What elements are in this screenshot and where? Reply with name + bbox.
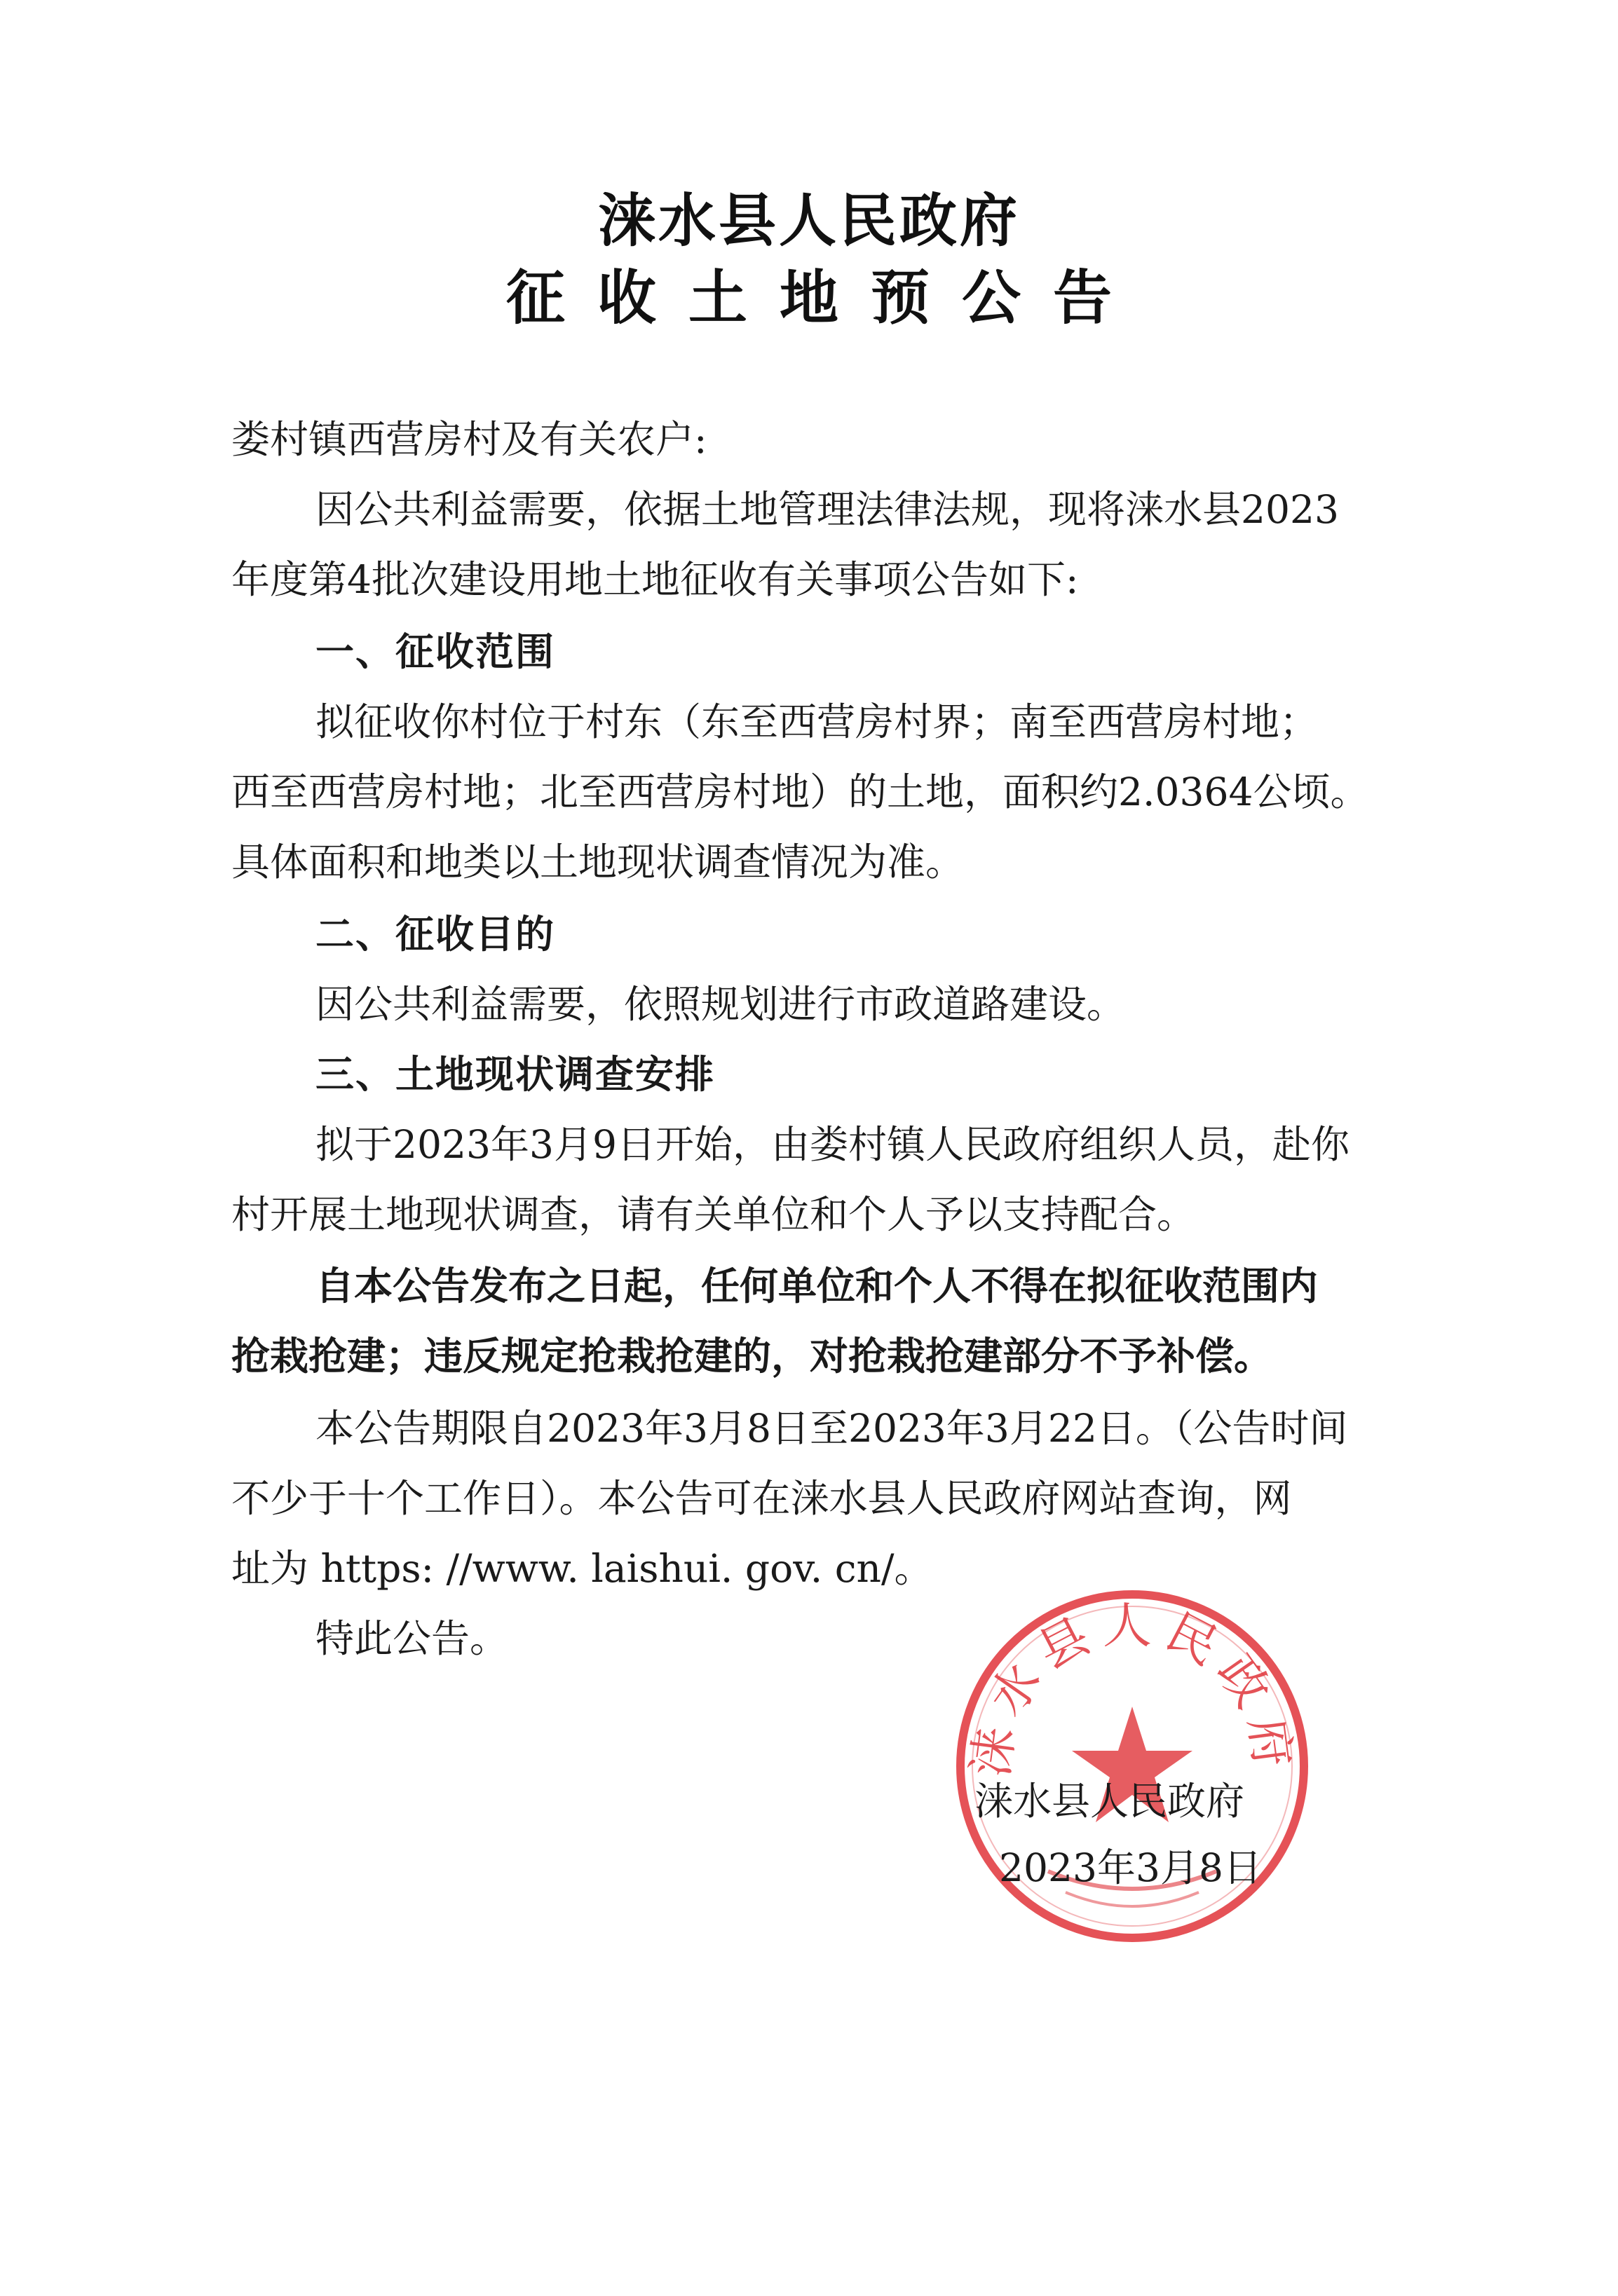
warning-line: 自本公告发布之日起，任何单位和个人不得在拟征收范围内 <box>315 1264 1319 1308</box>
closing-line: 特此公告。 <box>315 1616 509 1661</box>
addressee: 娄村镇西营房村及有关农户: <box>231 417 707 462</box>
section-heading-scope: 一、征收范围 <box>315 629 556 674</box>
intro-line: 因公共利益需要，依据土地管理法律法规，现将涞水县2023 <box>315 487 1339 532</box>
official-seal-icon <box>950 1584 1314 1948</box>
seal-arc-text: 涞水县人民政府 <box>961 1597 1303 1780</box>
purpose-line: 因公共利益需要，依照规划进行市政道路建设。 <box>315 982 1126 1027</box>
scope-line: 具体面积和地类以土地现状调查情况为准。 <box>231 840 965 884</box>
period-line: 址为 https: //www. laishui. gov. cn/。 <box>231 1546 933 1591</box>
period-line: 本公告期限自2023年3月8日至2023年3月22日。（公告时间 <box>315 1406 1348 1451</box>
signature-date: 2023年3月8日 <box>999 1845 1262 1890</box>
scope-line: 拟征收你村位于村东（东至西营房村界；南至西营房村地； <box>315 699 1319 744</box>
section-heading-purpose: 二、征收目的 <box>315 912 556 957</box>
notice-title: 征收土地预公告 <box>505 264 1144 332</box>
survey-line: 拟于2023年3月9日开始，由娄村镇人民政府组织人员，赴你 <box>315 1122 1350 1167</box>
intro-line: 年度第4批次建设用地土地征收有关事项公告如下: <box>231 557 1079 602</box>
warning-line: 抢栽抢建；违反规定抢栽抢建的，对抢栽抢建部分不予补偿。 <box>231 1334 1273 1379</box>
period-line: 不少于十个工作日）。本公告可在涞水县人民政府网站查询，网 <box>231 1476 1292 1521</box>
scope-line: 西至西营房村地；北至西营房村地）的土地，面积约2.0364公顷。 <box>231 770 1369 814</box>
issuer-title: 涞水县人民政府 <box>597 188 1020 254</box>
signature-org: 涞水县人民政府 <box>974 1779 1245 1824</box>
section-heading-survey: 三、土地现状调查安排 <box>315 1052 716 1097</box>
survey-line: 村开展土地现状调查，请有关单位和个人予以支持配合。 <box>231 1192 1196 1237</box>
